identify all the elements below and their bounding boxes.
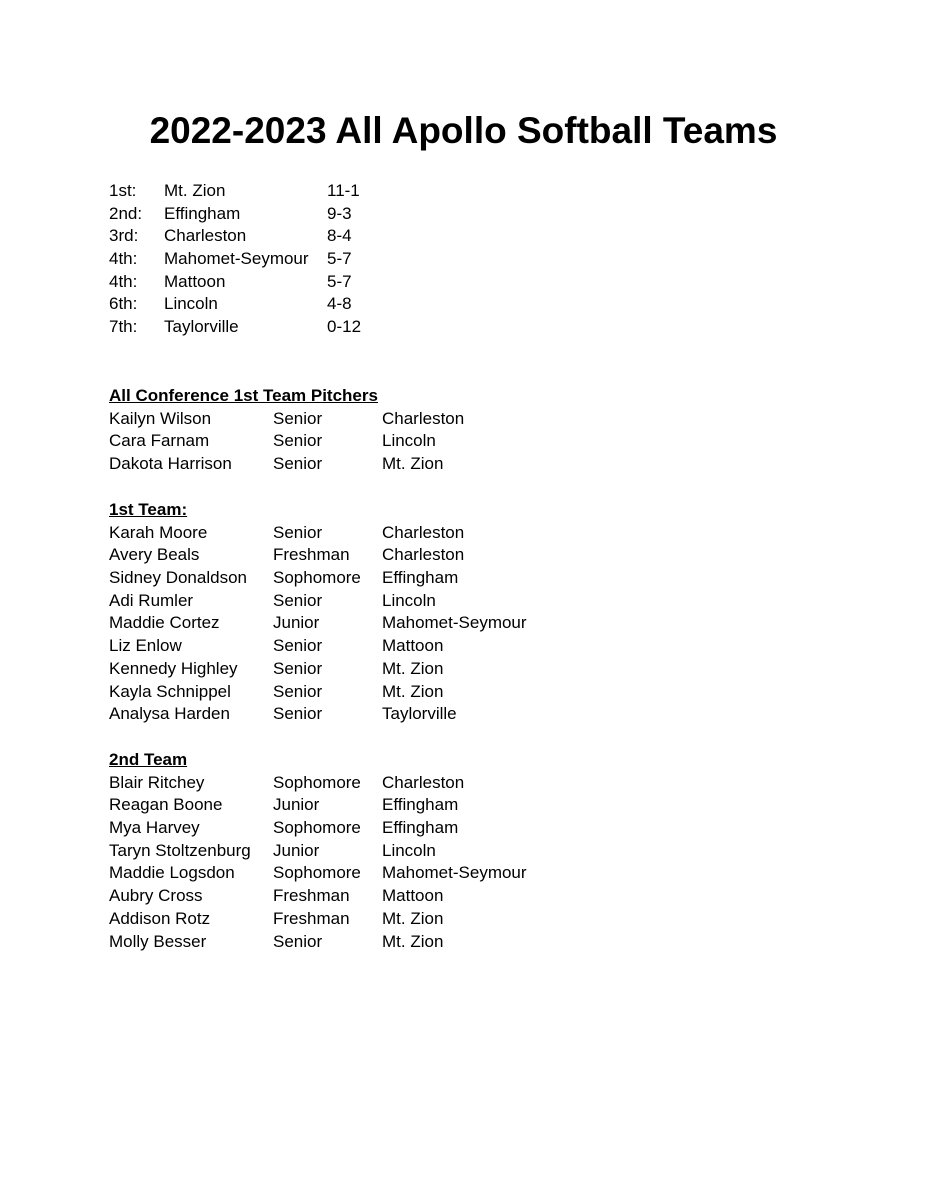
player-name: Kennedy Highley [109, 658, 238, 678]
player-school: Effingham [382, 568, 459, 588]
player-name: Analysa Harden [109, 704, 230, 724]
player-school: Charleston [382, 408, 465, 428]
player-row [109, 840, 436, 863]
player-name: Kayla Schnippel [109, 681, 231, 701]
player-name: Avery Beals [109, 545, 200, 565]
player-school: Mt. Zion [382, 454, 444, 474]
player-row [109, 817, 459, 840]
player-year: Senior [273, 590, 323, 610]
player-name: Sidney Donaldson [109, 568, 247, 588]
standings-team: Mattoon [164, 271, 226, 291]
standings-record: 5-7 [327, 249, 352, 269]
player-school: Taylorville [382, 704, 457, 724]
player-year: Senior [273, 681, 323, 701]
player-year: Senior [273, 431, 323, 451]
player-year: Freshman [273, 545, 350, 565]
player-name: Adi Rumler [109, 590, 194, 610]
standings-place: 1st: [109, 181, 137, 200]
player-name: Addison Rotz [109, 908, 211, 928]
player-school: Mt. Zion [382, 908, 444, 928]
player-school: Charleston [382, 545, 465, 565]
player-year: Sophomore [273, 863, 361, 883]
player-name: Liz Enlow [109, 636, 182, 656]
player-row [109, 681, 444, 704]
player-row [109, 567, 459, 590]
player-school: Mt. Zion [382, 658, 444, 678]
player-year: Junior [273, 795, 320, 815]
player-school: Mahomet-Seymour [382, 863, 527, 883]
player-year: Senior [273, 931, 323, 951]
player-year: Senior [273, 454, 323, 474]
standings-record: 11-1 [327, 181, 360, 200]
player-school: Mt. Zion [382, 931, 444, 951]
player-school: Effingham [382, 795, 459, 815]
player-name: Reagan Boone [109, 795, 223, 815]
standings-place: 6th: [109, 294, 138, 314]
standings-team: Lincoln [164, 294, 218, 314]
standings-place: 3rd: [109, 226, 139, 246]
player-school: Mattoon [382, 636, 444, 656]
standings-record: 0-12 [327, 317, 362, 337]
player-row [109, 522, 465, 545]
player-year: Senior [273, 522, 323, 542]
player-year: Sophomore [273, 568, 361, 588]
player-school: Charleston [382, 772, 465, 792]
standings-record: 4-8 [327, 294, 352, 314]
player-name: Mya Harvey [109, 818, 200, 838]
standings-team: Mt. Zion [164, 181, 226, 200]
player-row [109, 658, 444, 681]
player-row [109, 862, 527, 885]
standings-team: Effingham [164, 203, 241, 223]
player-row [109, 703, 457, 726]
player-row [109, 794, 459, 817]
standings-record: 9-3 [327, 203, 352, 223]
player-row [109, 908, 444, 931]
standings-team: Charleston [164, 226, 247, 246]
player-row [109, 931, 444, 954]
player-name: Aubry Cross [109, 886, 203, 906]
first-team-section [109, 499, 527, 726]
pitchers-heading: All Conference 1st Team Pitchers [109, 386, 378, 405]
player-year: Senior [273, 704, 323, 724]
player-school: Lincoln [382, 590, 436, 610]
standings-place: 4th: [109, 271, 138, 291]
player-name: Molly Besser [109, 931, 207, 951]
player-row [109, 885, 444, 908]
player-row [109, 430, 436, 453]
first-team-heading: 1st Team: [109, 500, 188, 519]
second-team-heading: 2nd Team [109, 750, 188, 769]
player-name: Maddie Logsdon [109, 863, 235, 883]
player-year: Freshman [273, 908, 350, 928]
player-school: Charleston [382, 522, 465, 542]
standings-place: 4th: [109, 249, 138, 269]
player-name: Maddie Cortez [109, 613, 220, 633]
player-name: Cara Farnam [109, 431, 210, 451]
player-year: Sophomore [273, 772, 361, 792]
player-row [109, 612, 527, 635]
player-name: Taryn Stoltzenburg [109, 840, 251, 860]
player-school: Lincoln [382, 431, 436, 451]
player-school: Mattoon [382, 886, 444, 906]
player-name: Dakota Harrison [109, 454, 232, 474]
standings-team: Mahomet-Seymour [164, 249, 309, 269]
page-title: 2022-2023 All Apollo Softball Teams [149, 110, 778, 151]
player-year: Junior [273, 613, 320, 633]
player-year: Sophomore [273, 818, 361, 838]
player-year: Senior [273, 636, 323, 656]
player-year: Freshman [273, 886, 350, 906]
player-row [109, 453, 444, 476]
player-year: Senior [273, 658, 323, 678]
player-year: Junior [273, 840, 320, 860]
player-year: Senior [273, 408, 323, 428]
player-row [109, 544, 465, 567]
second-team-section [109, 749, 527, 953]
player-name: Karah Moore [109, 522, 208, 542]
pitchers-section [109, 385, 465, 476]
standings-team: Taylorville [164, 317, 239, 337]
player-row [109, 590, 436, 613]
player-row [109, 772, 465, 795]
player-school: Mt. Zion [382, 681, 444, 701]
player-name: Kailyn Wilson [109, 408, 212, 428]
player-school: Lincoln [382, 840, 436, 860]
player-school: Effingham [382, 818, 459, 838]
standings-place: 2nd: [109, 203, 143, 223]
standings-record: 5-7 [327, 271, 352, 291]
standings-place: 7th: [109, 317, 138, 337]
player-school: Mahomet-Seymour [382, 613, 527, 633]
player-name: Blair Ritchey [109, 772, 205, 792]
player-row [109, 635, 444, 658]
standings-record: 8-4 [327, 226, 352, 246]
player-row [109, 408, 465, 431]
